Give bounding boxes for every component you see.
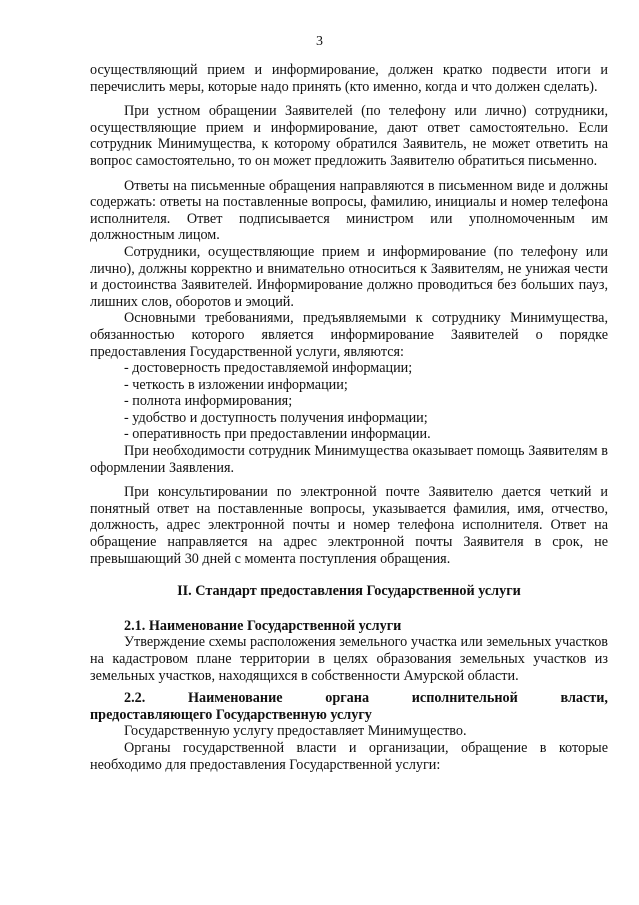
paragraph-provider: Государственную услугу предоставляет Минимущество.: [124, 723, 467, 740]
list-item: - четкость в изложении информации;: [124, 376, 348, 393]
paragraph-continuation: осуществляющий прием и информирование, должен кратко подвести итоги и перечислить меры, которые надо принять (кто именно, когда и что должен сделать).: [90, 62, 608, 95]
paragraph-main-requirements: Основными требованиями, предъявляемыми к сотруднику Минимущества, обязанностью которого является информирование Заявителей о порядке предоставления Государственной услуги, являются:: [90, 310, 608, 360]
subsection-title-line: предоставляющего Государственную услугу: [90, 706, 372, 723]
list-item: - оперативность при предоставлении информации.: [124, 426, 431, 443]
subsection-title-2-2: [90, 690, 608, 723]
list-item: - полнота информирования;: [124, 393, 293, 410]
title-word: исполнительной: [411, 690, 518, 707]
paragraph-oral-requests: При устном обращении Заявителей (по телефону или лично) сотрудники, осуществляющие прием и информирование, дают ответ самостоятельно. Если сотрудник Минимущества, к которому обратился Заявитель, не может ответить на вопрос самостоятельно, то он может предложить Заявителю обратиться письменно.: [90, 103, 608, 169]
title-word: Наименование: [187, 690, 283, 707]
paragraph-service-name: Утверждение схемы расположения земельного участка или земельных участков на кадастровом плане территории в целях образования земельных участков из земельных участков, находящихся в собственности Амурской области.: [90, 634, 608, 684]
paragraph-staff-conduct: Сотрудники, осуществляющие прием и информирование (по телефону или лично), должны корректно и внимательно относиться к Заявителям, не унижая чести и достоинства Заявителей. Информирование должно проводиться без больших пауз, лишних слов, оборотов и эмоций.: [90, 243, 608, 310]
requirements-list: [90, 360, 608, 443]
title-word: органа: [325, 690, 370, 707]
paragraph-written-requests: Ответы на письменные обращения направляются в письменном виде и должны содержать: ответы на поставленные вопросы, фамилию, инициалы и номер телефона исполнителя. Ответ подписывается министром или уполномоченным им должностным лицом.: [90, 177, 608, 244]
paragraph-email-consulting: При консультировании по электронной почте Заявителю дается четкий и понятный ответ на поставленные вопросы, указывается фамилия, имя, отчество, должность, адрес электронной почты и номер телефона исполнителя. Ответ на обращение направляется на адрес электронной почты Заявителя в срок, не превышающий 30 дней с момента поступления обращения.: [90, 484, 608, 567]
page-number: 3: [316, 34, 323, 49]
section-title: II. Стандарт предоставления Государственной услуги: [177, 583, 521, 600]
paragraph-assistance: При необходимости сотрудник Минимущества оказывает помощь Заявителям в оформлении Заявления.: [90, 443, 608, 476]
list-item: - удобство и доступность получения информации;: [124, 409, 428, 426]
paragraph-other-bodies: Органы государственной власти и организации, обращение в которые необходимо для предоставления Государственной услуги:: [90, 739, 608, 773]
subsection-title-2-1: 2.1. Наименование Государственной услуги: [124, 617, 402, 634]
list-item: - достоверность предоставляемой информации;: [124, 360, 413, 377]
subsection-title-line: [90, 690, 608, 707]
subsection-number: 2.2.: [124, 690, 146, 707]
document-body: [90, 62, 608, 773]
title-word: власти,: [560, 690, 608, 707]
